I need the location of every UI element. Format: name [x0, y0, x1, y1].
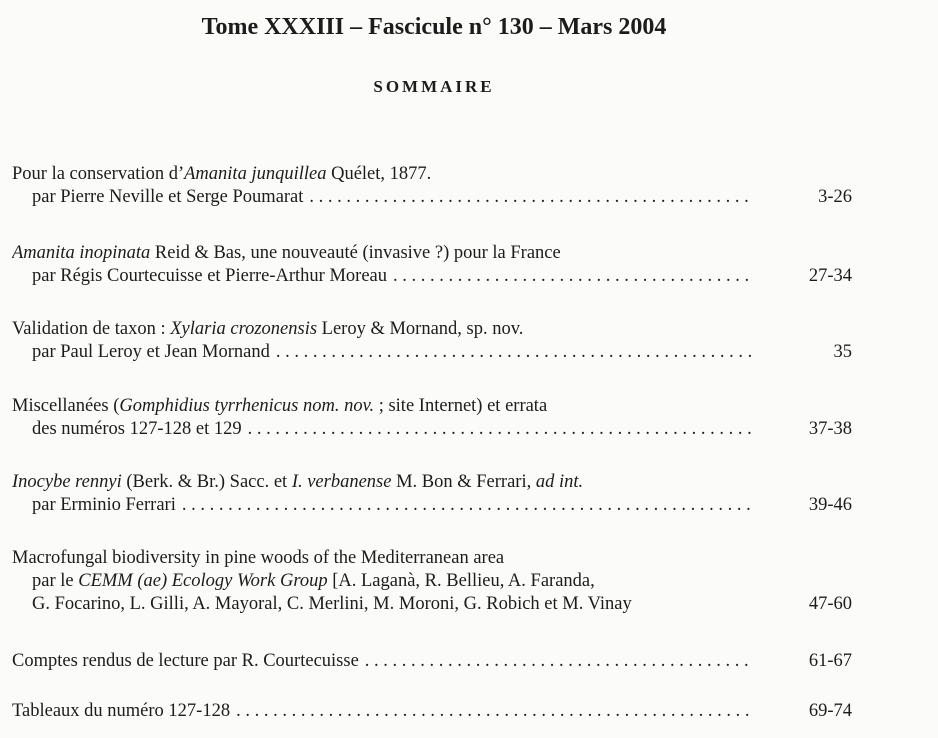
dot-leader: [248, 418, 754, 441]
entry-byline-row: [12, 418, 852, 441]
page-range: 47-60: [808, 594, 852, 614]
species-name: Amanita inopinata: [12, 243, 151, 263]
entry-byline: G. Focarino, L. Gilli, A. Mayoral, C. Merlini, M. Moroni, G. Robich et M. Vinay: [32, 594, 632, 614]
species-name: Inocybe rennyi: [12, 472, 122, 492]
entry-byline-row: [12, 593, 852, 616]
species-name: I. verbanense: [291, 472, 392, 492]
italic-note: ad int.: [535, 472, 584, 492]
entry-byline-row: [12, 186, 852, 209]
toc-entry: [12, 700, 852, 723]
page-range: 69-74: [808, 701, 852, 721]
page-range: 3-26: [818, 187, 852, 207]
entry-title: Pour la conservation d’Amanita junquillea Quélet, 1877.: [12, 164, 432, 184]
species-name: Amanita junquillea: [184, 164, 327, 184]
entry-title: Tableaux du numéro 127-128: [12, 701, 231, 721]
toc-entry: [12, 471, 852, 517]
group-name: CEMM (ae) Ecology Work Group: [78, 571, 328, 591]
dot-leader: [236, 700, 754, 723]
toc-entry: [12, 650, 852, 673]
entry-title: Amanita inopinata Reid & Bas, une nouveauté (invasive ?) pour la France: [12, 243, 561, 263]
dot-leader: [393, 265, 754, 288]
dot-leader: [365, 650, 754, 673]
toc-entry: [12, 318, 852, 364]
dot-leader: [182, 494, 754, 517]
species-name: Gomphidius tyrrhenicus nom. nov.: [119, 396, 375, 416]
toc-entry: [12, 395, 852, 441]
entry-byline: par Pierre Neville et Serge Poumarat: [32, 187, 304, 207]
entry-byline-row: [12, 341, 852, 364]
page-range: 61-67: [808, 651, 852, 671]
entry-byline: par Régis Courtecuisse et Pierre-Arthur Moreau: [32, 266, 387, 286]
species-name: Xylaria crozonensis: [170, 319, 318, 339]
entry-title: Macrofungal biodiversity in pine woods of the Mediterranean area: [12, 548, 505, 568]
dot-leader: [276, 341, 754, 364]
entry-title: Miscellanées (Gomphidius tyrrhenicus nom. nov. ; site Internet) et errata: [12, 396, 548, 416]
entry-byline: des numéros 127-128 et 129: [32, 419, 242, 439]
page-range: 27-34: [808, 266, 852, 286]
entry-byline: par Paul Leroy et Jean Mornand: [32, 342, 270, 362]
toc-entry: [12, 242, 852, 288]
entry-byline-row: [12, 494, 852, 517]
toc-entry: [12, 547, 852, 616]
entry-title: Inocybe rennyi (Berk. & Br.) Sacc. et I. verbanense M. Bon & Ferrari, ad int.: [12, 472, 584, 492]
entry-title: Validation de taxon : Xylaria crozonensis Leroy & Mornand, sp. nov.: [12, 319, 524, 339]
page-header: Tome XXXIII – Fascicule n° 130 – Mars 2004: [201, 14, 667, 40]
summary-heading: SOMMAIRE: [373, 77, 495, 96]
page-range: 37-38: [808, 419, 852, 439]
entry-byline-row: [12, 700, 852, 723]
entry-byline-row: [12, 265, 852, 288]
entry-byline: par Erminio Ferrari: [32, 495, 176, 515]
dot-leader: [309, 186, 754, 209]
entry-title: Comptes rendus de lecture par R. Courtecuisse: [12, 651, 359, 671]
page-range: 35: [833, 342, 852, 362]
entry-authors: par le CEMM (ae) Ecology Work Group [A. Laganà, R. Bellieu, A. Faranda,: [32, 571, 595, 591]
page-range: 39-46: [808, 495, 852, 515]
entry-byline-row: [12, 650, 852, 673]
toc-entry: [12, 163, 852, 209]
